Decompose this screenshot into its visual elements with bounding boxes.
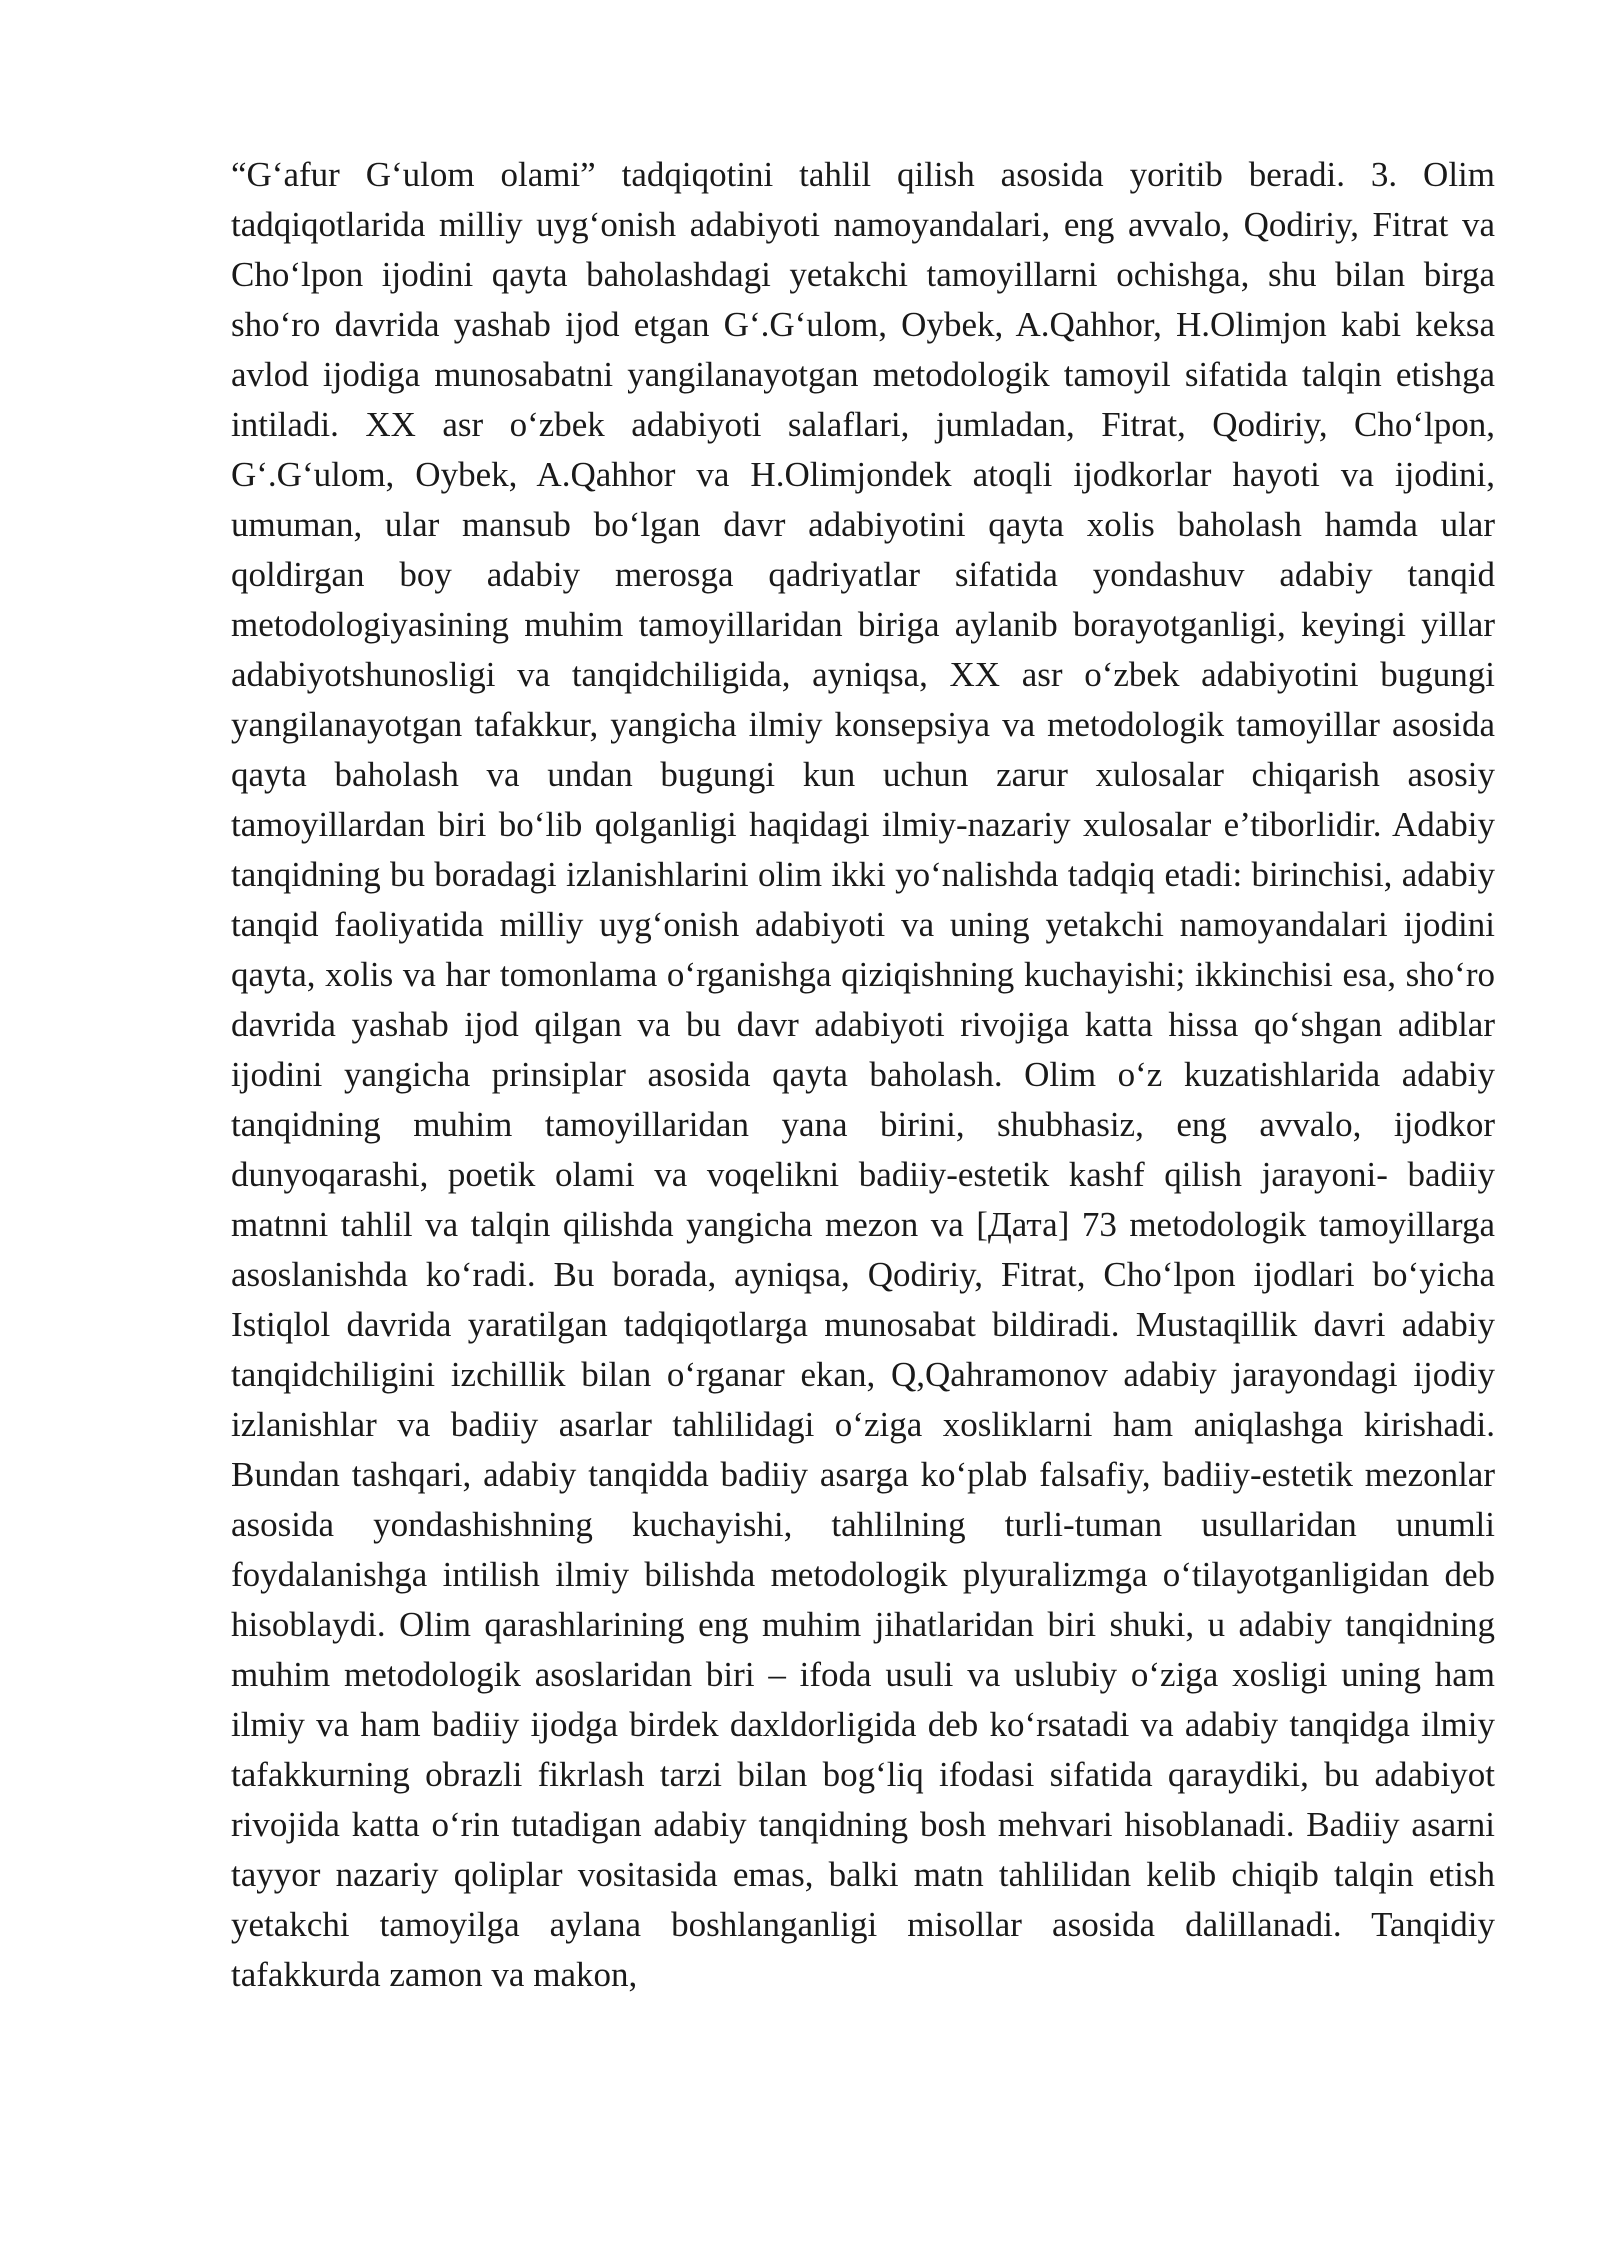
body-paragraph: “G‘afur G‘ulom olami” tadqiqotini tahlil qilish asosida yoritib beradi. 3. Olim tadqiqotlarida milliy uyg‘onish adabiyoti namoyandalari, eng avvalo, Qodiriy, Fitrat va Cho‘lpon ijodini qayta baholashdagi yetakchi tamoyillarni ochishga, shu bilan birga sho‘ro davrida yashab ijod etgan G‘.G‘ulom, Oybek, A.Qahhor, H.Olimjon kabi keksa avlod ijodiga munosabatni yangilanayotgan metodologik tamoyil sifatida talqin etishga intiladi. XX asr o‘zbek adabiyoti salaflari, jumladan, Fitrat, Qodiriy, Cho‘lpon, G‘.G‘ulom, Oybek, A.Qahhor va H.Olimjondek atoqli ijodkorlar hayoti va ijodini, umuman, ular mansub bo‘lgan davr adabiyotini qayta xolis baholash hamda ular qoldirgan boy adabiy merosga qadriyatlar sifatida yondashuv adabiy tanqid metodologiyasining muhim tamoyillaridan biriga aylanib borayotganligi, keyingi yillar adabiyotshunosligi va tanqidchiligida, ayniqsa, XX asr o‘zbek adabiyotini bugungi yangilanayotgan tafakkur, yangicha ilmiy konsepsiya va metodologik tamoyillar asosida qayta baholash va undan bugungi kun uchun zarur xulosalar chiqarish asosiy tamoyillardan biri bo‘lib qolganligi haqidagi ilmiy-nazariy xulosalar e’tiborlidir. Adabiy tanqidning bu boradagi izlanishlarini olim ikki yo‘nalishda tadqiq etadi: birinchisi, adabiy tanqid faoliyatida milliy uyg‘onish adabiyoti va uning yetakchi namoyandalari ijodini qayta, xolis va har tomonlama o‘rganishga qiziqishning kuchayishi; ikkinchisi esa, sho‘ro davrida yashab ijod qilgan va bu davr adabiyoti rivojiga katta hissa qo‘shgan adiblar ijodini yangicha prinsiplar asosida qayta baholash. Olim o‘z kuzatishlarida adabiy tanqidning muhim tamoyillaridan yana birini, shubhasiz, eng avvalo, ijodkor dunyoqarashi, poetik olami va voqelikni badiiy-estetik kashf qilish jarayoni- badiiy matnni tahlil va talqin qilishda yangicha mezon va [Дата] 73 metodologik tamoyillarga asoslanishda ko‘radi. Bu borada, ayniqsa, Qodiriy, Fitrat, Cho‘lpon ijodlari bo‘yicha Istiqlol davrida yaratilgan tadqiqotlarga munosabat bildiradi. Mustaqillik davri adabiy tanqidchiligini izchillik bilan o‘rganar ekan, Q,Qahramonov adabiy jarayondagi ijodiy izlanishlar va badiiy asarlar tahlilidagi o‘ziga xosliklarni ham aniqlashga kirishadi. Bundan tashqari, adabiy tanqidda badiiy asarga ko‘plab falsafiy, badiiy-estetik mezonlar asosida yondashishning kuchayishi, tahlilning turli-tuman usullaridan unumli foydalanishga intilish ilmiy bilishda metodologik plyuralizmga o‘tilayotganligidan deb hisoblaydi. Olim qarashlarining eng muhim jihatlaridan biri shuki, u adabiy tanqidning muhim metodologik asoslaridan biri – ifoda usuli va uslubiy o‘ziga xosligi uning ham ilmiy va ham badiiy ijodga birdek daxldorligida deb ko‘rsatadi va adabiy tanqidga ilmiy tafakkurning obrazli fikrlash tarzi bilan bog‘liq ifodasi sifatida qaraydiki, bu adabiyot rivojida katta o‘rin tutadigan adabiy tanqidning bosh mehvari hisoblanadi. Badiiy asarni tayyor nazariy qoliplar vositasida emas, balki matn tahlilidan kelib chiqib talqin etish yetakchi tamoyilga aylana boshlanganligi misollar asosida dalillanadi. Tanqidiy tafakkurda zamon va makon, (231, 155, 1495, 1994)
